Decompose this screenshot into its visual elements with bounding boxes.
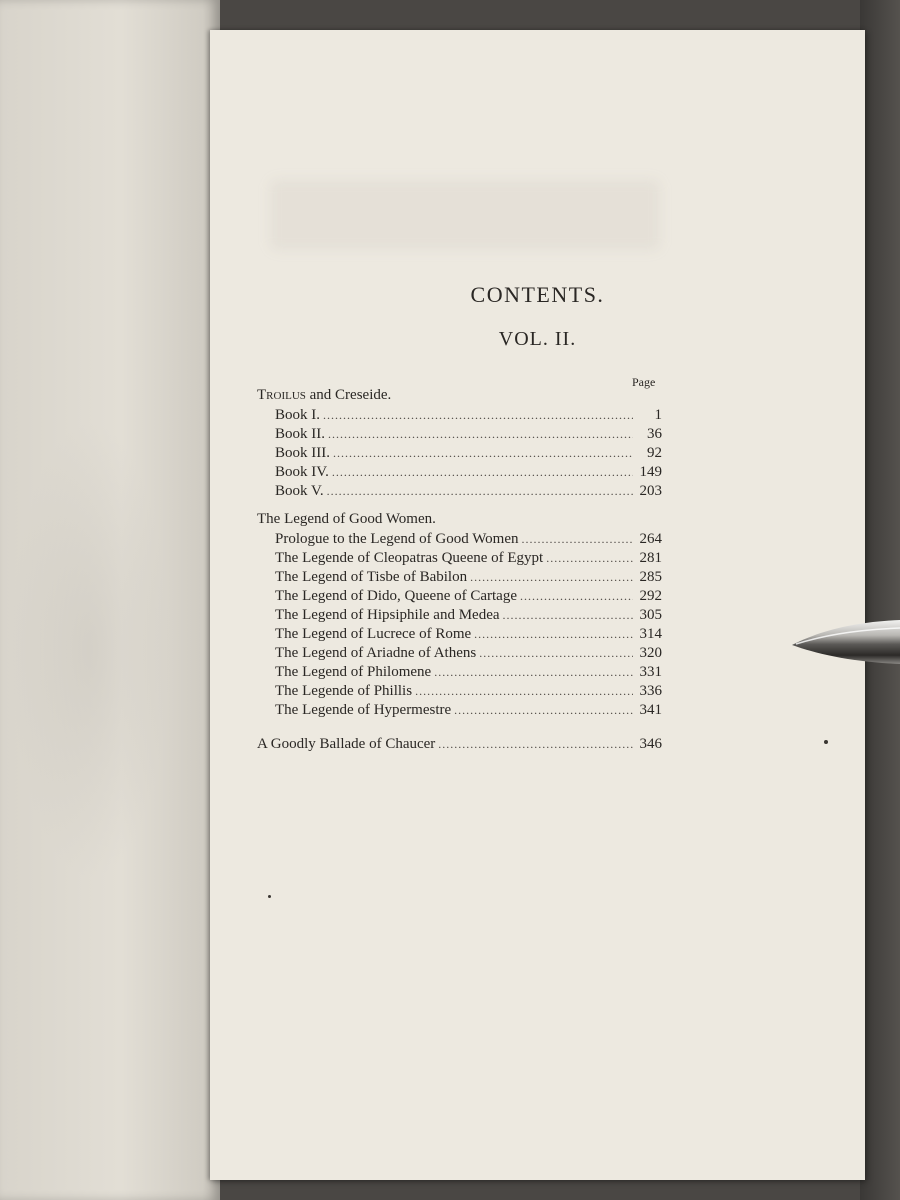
entry-label: The Legend of Dido, Queene of Cartage	[275, 588, 517, 604]
leader-dots	[328, 427, 633, 442]
entry-page: 314	[639, 626, 662, 642]
entry-page: 1	[654, 407, 662, 423]
entry-page: 203	[639, 483, 662, 499]
entry-page: 149	[639, 464, 662, 480]
entry-label: Prologue to the Legend of Good Women	[275, 531, 519, 547]
entry-label: The Legende of Phillis	[275, 683, 413, 699]
paper-speck	[824, 740, 828, 744]
volume-label: VOL. II.	[498, 328, 577, 350]
entry-label: Book II.	[275, 426, 325, 442]
leader-dots	[327, 484, 633, 499]
section-title-smallcaps: Troilus	[257, 387, 306, 403]
leader-dots	[479, 646, 633, 661]
entry-page: 36	[647, 426, 662, 442]
entry-label: The Legende of Cleopatras Queene of Egypt	[275, 550, 544, 566]
entry-page: 320	[639, 645, 662, 661]
toc-entry[interactable]	[275, 702, 662, 722]
entry-page: 292	[639, 588, 662, 604]
leader-dots	[520, 589, 633, 604]
paper-speck	[268, 895, 271, 898]
show-through-text	[270, 180, 660, 250]
leader-dots	[546, 551, 633, 566]
toc-entry[interactable]	[275, 483, 662, 503]
leader-dots	[474, 627, 633, 642]
leader-dots	[521, 532, 633, 547]
entry-page: 331	[639, 664, 662, 680]
pen-pointer-icon	[792, 618, 900, 668]
toc-entry[interactable]	[275, 683, 662, 703]
leader-dots	[323, 408, 633, 423]
entry-label: Book IV.	[275, 464, 329, 480]
toc-entry[interactable]	[275, 607, 662, 627]
entry-page: 285	[639, 569, 662, 585]
entry-label: A Goodly Ballade of Chaucer	[257, 736, 436, 752]
page-title: CONTENTS.	[470, 282, 605, 307]
toc-entry[interactable]	[275, 407, 662, 427]
leader-dots	[503, 608, 633, 623]
toc-entry[interactable]	[275, 464, 662, 484]
toc-entry[interactable]	[275, 645, 662, 665]
leader-dots	[415, 684, 633, 699]
entry-page: 341	[639, 702, 662, 718]
toc-entry[interactable]	[275, 569, 662, 589]
entry-label: The Legend of Tisbe of Babilon	[275, 569, 468, 585]
entry-label: The Legend of Hipsiphile and Medea	[275, 607, 500, 623]
section-heading-legend: The Legend of Good Women.	[257, 511, 436, 527]
entry-page: 264	[639, 531, 662, 547]
show-through-illustration	[10, 420, 170, 880]
contents-page	[210, 30, 865, 1180]
facing-page-left	[0, 0, 220, 1200]
leader-dots	[470, 570, 633, 585]
entry-label: The Legend of Ariadne of Athens	[275, 645, 477, 661]
leader-dots	[332, 465, 633, 480]
section-title-rest: and Creseide.	[305, 387, 392, 403]
entry-page: 346	[639, 736, 662, 752]
toc-entry[interactable]	[275, 626, 662, 646]
entry-label: The Legend of Philomene	[275, 664, 432, 680]
toc-entry[interactable]	[275, 550, 662, 570]
entry-page: 305	[639, 607, 662, 623]
entry-page: 336	[639, 683, 662, 699]
leader-dots	[434, 665, 633, 680]
toc-entry-ballade[interactable]	[257, 736, 662, 756]
entry-label: The Legend of Lucrece of Rome	[275, 626, 472, 642]
leader-dots	[438, 737, 633, 752]
section-heading-troilus	[257, 387, 391, 407]
leader-dots	[454, 703, 633, 718]
toc-entry[interactable]	[275, 588, 662, 608]
entry-page: 281	[639, 550, 662, 566]
page-column-label: Page	[632, 375, 656, 389]
backdrop	[860, 0, 900, 1200]
entry-label: Book I.	[275, 407, 320, 423]
entry-page: 92	[647, 445, 662, 461]
entry-label: Book V.	[275, 483, 324, 499]
entry-label: The Legende of Hypermestre	[275, 702, 452, 718]
toc-entry[interactable]	[275, 664, 662, 684]
entry-label: Book III.	[275, 445, 330, 461]
toc-entry[interactable]	[275, 426, 662, 446]
toc-entry[interactable]	[275, 531, 662, 551]
toc-entry[interactable]	[275, 445, 662, 465]
leader-dots	[333, 446, 633, 461]
